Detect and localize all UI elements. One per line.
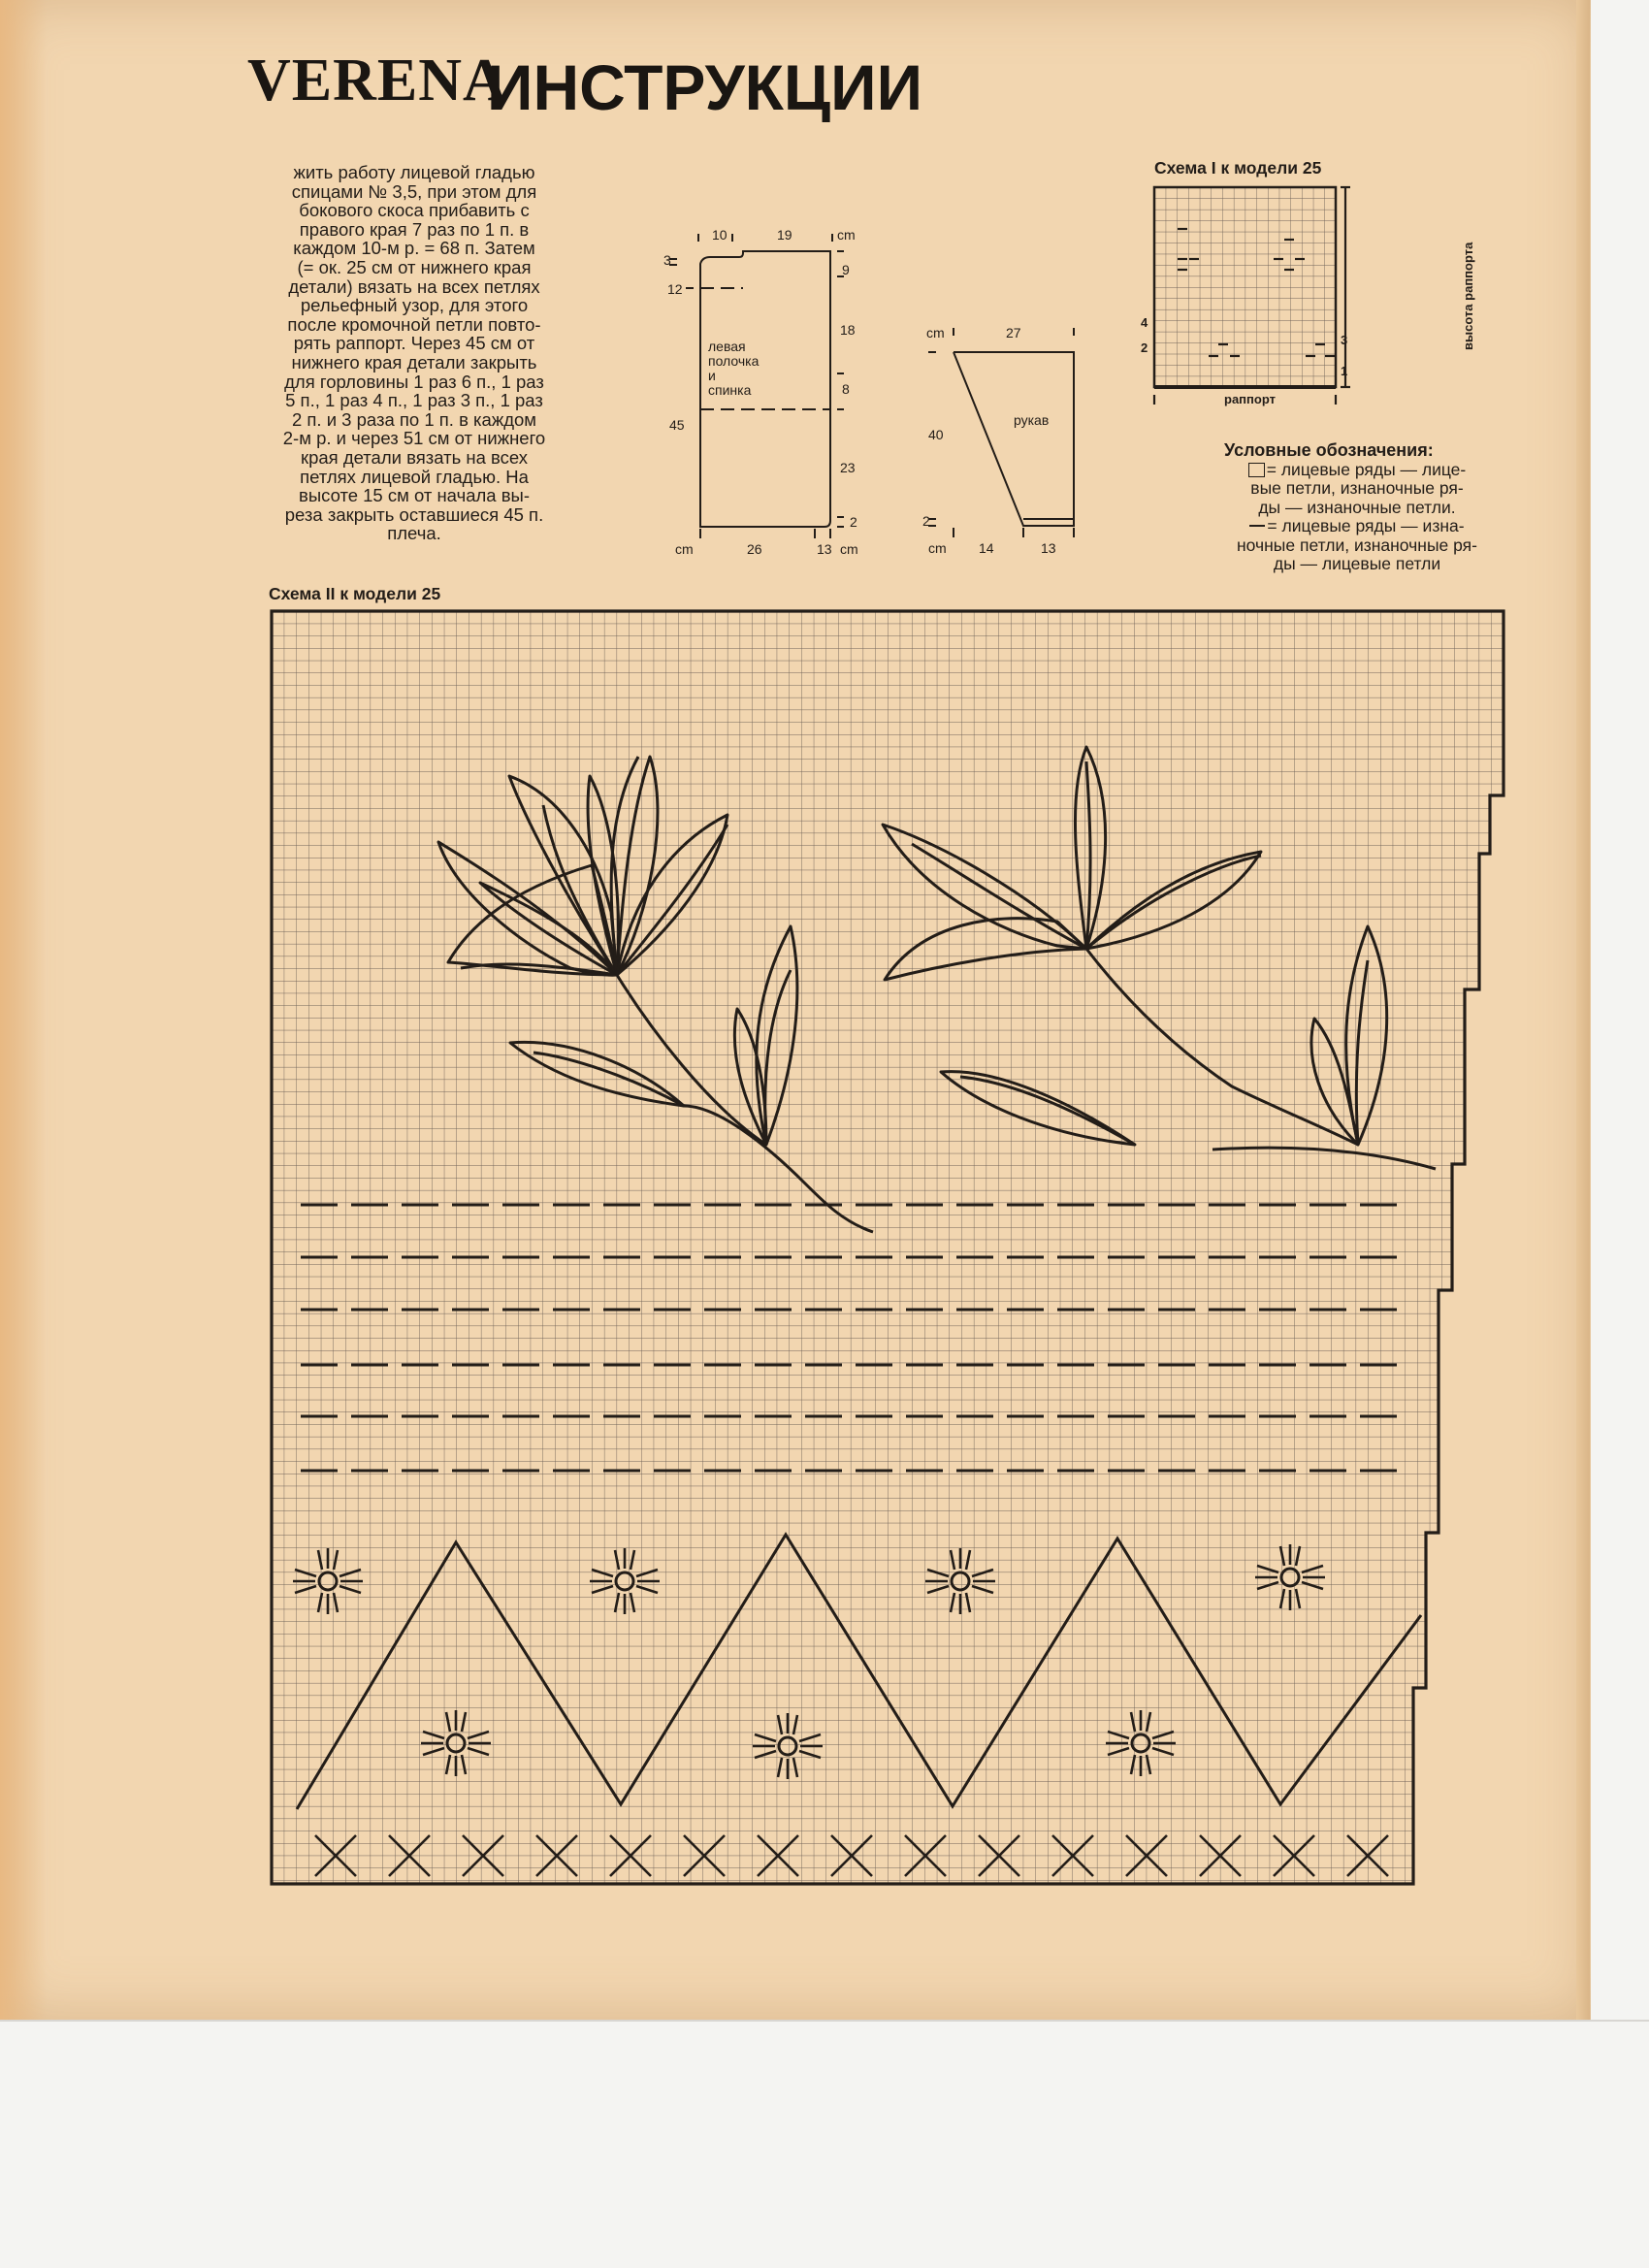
text-line: правого края 7 раз по 1 п. в (299, 218, 530, 240)
text-line: плеча. (387, 523, 441, 544)
dim-label: 13 (1041, 540, 1056, 556)
legend-text: ды — изнаночные петли. (1258, 497, 1456, 517)
dim-label: 2 (850, 514, 857, 530)
dim-label: 3 (663, 252, 671, 268)
dim-label: 23 (840, 460, 856, 475)
text-line: для горловины 1 раз 6 п., 1 раз (284, 371, 544, 392)
legend-heading: Условные обозначения: (1224, 440, 1434, 460)
empty-square-symbol-icon (1248, 463, 1265, 477)
dim-label: 26 (747, 541, 762, 557)
piece-label: рукав (1014, 412, 1050, 428)
magazine-logo: VERENA (247, 48, 507, 113)
legend-text: = лицевые ряды — лице- (1266, 459, 1467, 479)
text-line: нижнего края детали закрыть (291, 351, 537, 373)
dim-label: 9 (842, 262, 850, 277)
page-fold-shadow (0, 0, 47, 2020)
text-line: бокового скоса прибавить с (299, 200, 530, 221)
repeat-label: раппорт (1224, 392, 1276, 406)
legend-text: ды — лицевые петли (1273, 554, 1441, 573)
scheme1-title: Схема I к модели 25 (1154, 158, 1322, 178)
text-line: каждом 10-м р. = 68 п. Затем (293, 238, 535, 259)
dim-label: 8 (842, 381, 850, 397)
text-line: края детали вязать на всех (300, 446, 529, 468)
dim-label: cm (926, 325, 945, 340)
text-line: петлях лицевой гладью. На (300, 466, 529, 487)
text-line: реза закрыть оставшиеся 45 п. (284, 503, 544, 525)
piece-label: левая (708, 339, 746, 354)
repeat-height-label: высота раппорта (1461, 242, 1475, 350)
text-line: 2-м р. и через 51 см от нижнего (282, 428, 546, 449)
piece-label: и (708, 368, 716, 383)
front-back-pattern-diagram (650, 218, 873, 567)
row-number: 2 (1141, 340, 1148, 355)
text-line: рельефный узор, для этого (300, 295, 529, 316)
dim-label: 13 (817, 541, 832, 557)
dim-label: cm (840, 541, 858, 557)
text-line: (= ок. 25 см от нижнего края (297, 256, 532, 277)
scheme2-chart (262, 601, 1523, 1901)
dim-label: cm (928, 540, 947, 556)
instructions-text (260, 163, 568, 543)
scheme2-title: Схема II к модели 25 (269, 584, 441, 603)
text-line: 5 п., 1 раз 4 п., 1 раз 3 п., 1 раз (285, 390, 543, 411)
dim-label: 40 (928, 427, 944, 442)
piece-label: полочка (708, 353, 760, 369)
text-line: 2 п. и 3 раза по 1 п. в каждом (291, 408, 537, 430)
dim-label: 19 (777, 227, 792, 243)
row-number: 3 (1341, 333, 1348, 347)
piece-label: спинка (708, 382, 752, 398)
page-bottom-edge (0, 2020, 1649, 2022)
text-line: высоте 15 см от начала вы- (298, 485, 531, 506)
dim-label: 45 (669, 417, 685, 433)
legend-text: вые петли, изнаночные ря- (1250, 478, 1464, 498)
legend-text: ночные петли, изнаночные ря- (1237, 535, 1477, 555)
text-line: рять раппорт. Через 45 см от (293, 333, 535, 354)
dim-label: cm (837, 227, 856, 243)
scheme1-chart (1135, 179, 1484, 412)
page-title: ИНСТРУКЦИИ (487, 51, 923, 123)
sleeve-pattern-diagram (917, 320, 1091, 563)
page-edge (1576, 0, 1590, 2020)
dim-label: 18 (840, 322, 856, 338)
text-line: после кромочной петли повто- (287, 313, 541, 335)
dim-label: 2 (922, 513, 930, 529)
dim-label: 14 (979, 540, 994, 556)
text-line: жить работу лицевой гладью (293, 162, 535, 182)
dash-symbol-icon (1249, 525, 1265, 527)
text-line: спицами № 3,5, при этом для (291, 180, 537, 202)
legend (1203, 441, 1511, 574)
dim-label: 27 (1006, 325, 1021, 340)
dim-label: cm (675, 541, 694, 557)
row-number: 4 (1141, 315, 1148, 330)
row-number: 1 (1341, 364, 1348, 378)
dim-label: 12 (667, 281, 683, 297)
text-line: детали) вязать на всех петлях (288, 275, 540, 297)
legend-text: = лицевые ряды — изна- (1267, 516, 1465, 535)
dim-label: 10 (712, 227, 728, 243)
